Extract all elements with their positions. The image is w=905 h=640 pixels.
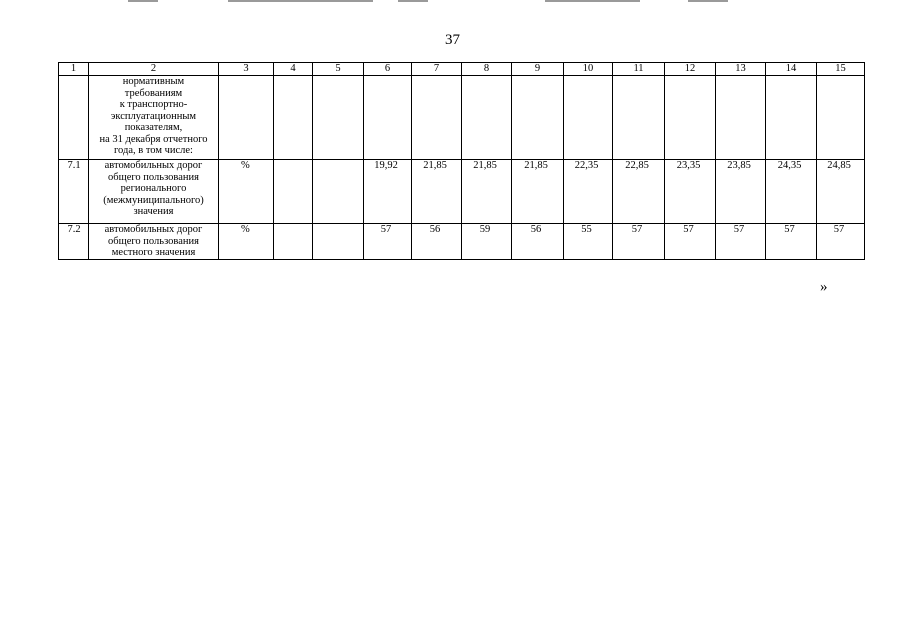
- column-number-cell: 4: [274, 63, 313, 76]
- column-number-cell: 3: [219, 63, 274, 76]
- value-cell: [613, 76, 665, 160]
- column-number-cell: 15: [817, 63, 865, 76]
- value-cell: 59: [462, 224, 512, 260]
- value-cell: 21,85: [462, 160, 512, 224]
- scan-mark: [545, 0, 640, 2]
- column-number-row: [59, 63, 865, 76]
- value-cell: 57: [665, 224, 716, 260]
- value-cell: 57: [817, 224, 865, 260]
- value-cell: [766, 76, 817, 160]
- value-cell: 22,35: [564, 160, 613, 224]
- value-cell: [274, 160, 313, 224]
- unit-cell: %: [219, 224, 274, 260]
- indicator-name-cell: автомобильных дорог общего пользования местного значения: [89, 224, 219, 260]
- column-number-cell: 14: [766, 63, 817, 76]
- scan-mark: [398, 0, 428, 2]
- value-cell: [412, 76, 462, 160]
- value-cell: 23,85: [716, 160, 766, 224]
- table-body: [59, 63, 865, 260]
- column-number-cell: 6: [364, 63, 412, 76]
- value-cell: 56: [412, 224, 462, 260]
- scan-mark: [128, 0, 158, 2]
- value-cell: [665, 76, 716, 160]
- value-cell: 57: [364, 224, 412, 260]
- page-number: 37: [445, 32, 460, 48]
- column-number-cell: 11: [613, 63, 665, 76]
- value-cell: 57: [716, 224, 766, 260]
- value-cell: [313, 160, 364, 224]
- value-cell: [364, 76, 412, 160]
- column-number-cell: 9: [512, 63, 564, 76]
- indicator-name-cell: автомобильных дорог общего пользования регионального (межмуниципального) значения: [89, 160, 219, 224]
- value-cell: 23,35: [665, 160, 716, 224]
- value-cell: 57: [766, 224, 817, 260]
- table-row: [59, 76, 865, 160]
- column-number-cell: 13: [716, 63, 766, 76]
- row-number-cell: [59, 76, 89, 160]
- column-number-cell: 7: [412, 63, 462, 76]
- value-cell: [274, 76, 313, 160]
- row-number-cell: 7.1: [59, 160, 89, 224]
- closing-quote: »: [820, 279, 828, 295]
- value-cell: [512, 76, 564, 160]
- column-number-cell: 5: [313, 63, 364, 76]
- value-cell: [462, 76, 512, 160]
- value-cell: [716, 76, 766, 160]
- table-row: [59, 224, 865, 260]
- column-number-cell: 2: [89, 63, 219, 76]
- value-cell: [274, 224, 313, 260]
- row-number-cell: 7.2: [59, 224, 89, 260]
- scan-mark: [228, 0, 373, 2]
- column-number-cell: 10: [564, 63, 613, 76]
- column-number-cell: 8: [462, 63, 512, 76]
- table-row: [59, 160, 865, 224]
- column-number-cell: 1: [59, 63, 89, 76]
- unit-cell: [219, 76, 274, 160]
- value-cell: [313, 76, 364, 160]
- value-cell: [817, 76, 865, 160]
- column-number-cell: 12: [665, 63, 716, 76]
- value-cell: 21,85: [512, 160, 564, 224]
- value-cell: 19,92: [364, 160, 412, 224]
- value-cell: 24,35: [766, 160, 817, 224]
- value-cell: 24,85: [817, 160, 865, 224]
- scan-mark: [688, 0, 728, 2]
- value-cell: 55: [564, 224, 613, 260]
- unit-cell: %: [219, 160, 274, 224]
- indicator-name-cell: нормативным требованиям к транспортно- эксплуатационным показателям, на 31 декабря отчетного года, в том числе:: [89, 76, 219, 160]
- indicator-table: [58, 62, 865, 260]
- value-cell: 22,85: [613, 160, 665, 224]
- value-cell: [564, 76, 613, 160]
- value-cell: [313, 224, 364, 260]
- value-cell: 56: [512, 224, 564, 260]
- value-cell: 57: [613, 224, 665, 260]
- value-cell: 21,85: [412, 160, 462, 224]
